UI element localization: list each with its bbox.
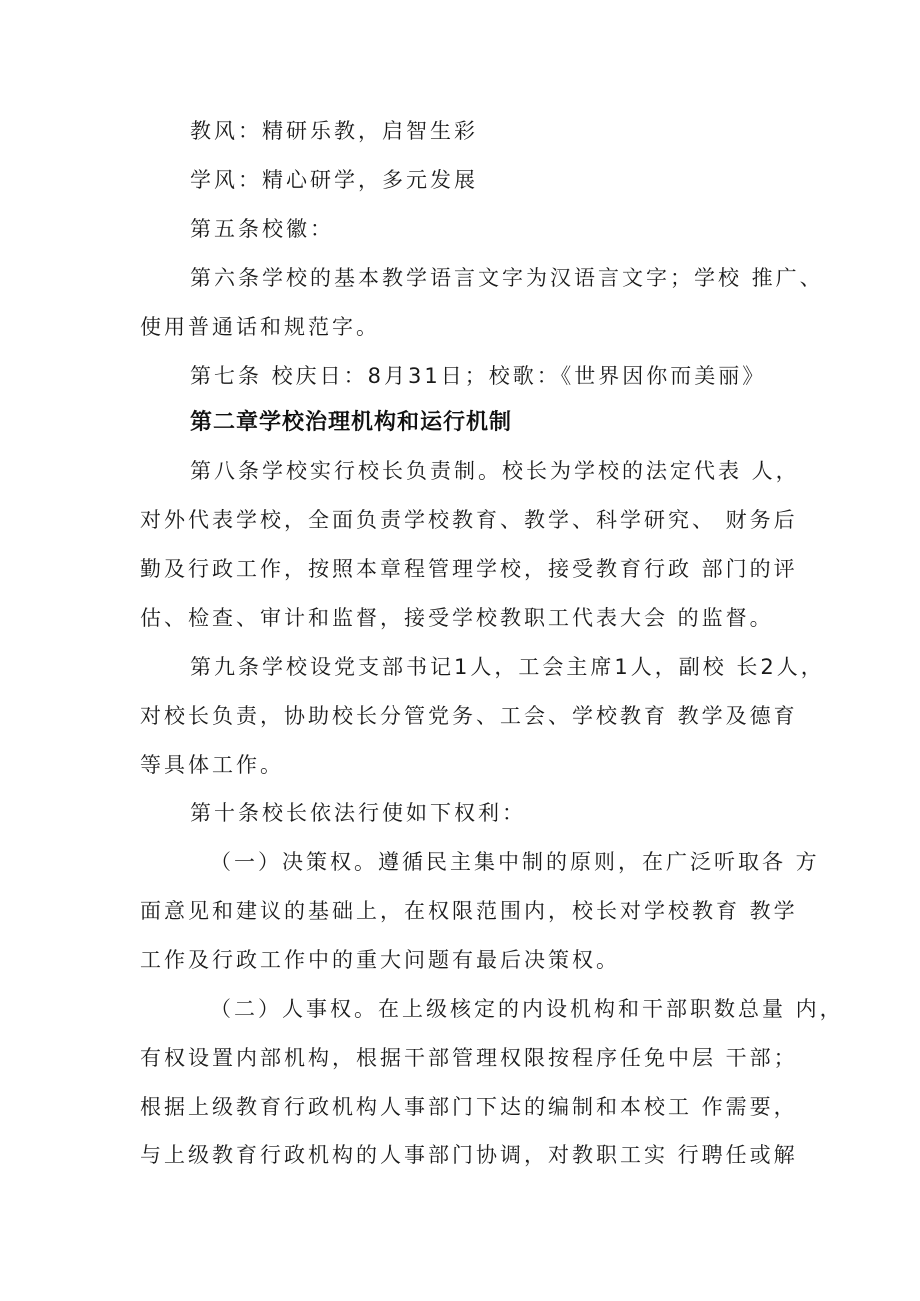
article-5-line: 第五条校徽： [190, 217, 334, 241]
article-6-line-2: 使用普通话和规范字。 [140, 315, 380, 339]
article-9-line-1: 第九条学校设党支部书记1人，工会主席1人，副校 长2人， [190, 655, 825, 679]
article-9-line-2: 对校长负责，协助校长分管党务、工会、学校教育 教学及德育 [140, 704, 798, 728]
personnel-power-line-1: （二）人事权。在上级核定的内设机构和干部职数总量 内， [210, 997, 844, 1021]
article-8-line-3: 勤及行政工作，按照本章程管理学校，接受教育行政 部门的评 [140, 557, 798, 581]
decision-power-line-3: 工作及行政工作中的重大问题有最后决策权。 [140, 948, 620, 972]
article-9-line-3: 等具体工作。 [140, 753, 284, 777]
decision-power-line-1: （一）决策权。遵循民主集中制的原则，在广泛听取各 方 [210, 850, 820, 874]
article-6-line-1: 第六条学校的基本教学语言文字为汉语言文字；学校 推广、 [190, 266, 824, 290]
article-8-line-2: 对外代表学校，全面负责学校教育、教学、科学研究、 财务后 [140, 508, 798, 532]
teaching-motto-line: 教风：精研乐教，启智生彩 [190, 119, 478, 143]
article-8-line-4: 估、检查、审计和监督，接受学校教职工代表大会 的监督。 [140, 606, 774, 630]
chapter-2-heading: 第二章学校治理机构和运行机制 [190, 410, 513, 435]
learning-motto-line: 学风：精心研学，多元发展 [190, 168, 478, 192]
personnel-power-line-3: 根据上级教育行政机构人事部门下达的编制和本校工 作需要， [140, 1095, 798, 1119]
decision-power-line-2: 面意见和建议的基础上，在权限范围内，校长对学校教育 教学 [140, 899, 798, 923]
article-10-line: 第十条校长依法行使如下权利： [190, 801, 526, 825]
article-7-line: 第七条 校庆日：8月31日；校歌：《世界因你而美丽》 [190, 364, 767, 388]
personnel-power-line-4: 与上级教育行政机构的人事部门协调，对教职工实 行聘任或解 [140, 1143, 798, 1167]
article-8-line-1: 第八条学校实行校长负责制。校长为学校的法定代表 人， [190, 459, 800, 483]
personnel-power-line-2: 有权设置内部机构，根据干部管理权限按程序任免中层 干部； [140, 1046, 798, 1070]
